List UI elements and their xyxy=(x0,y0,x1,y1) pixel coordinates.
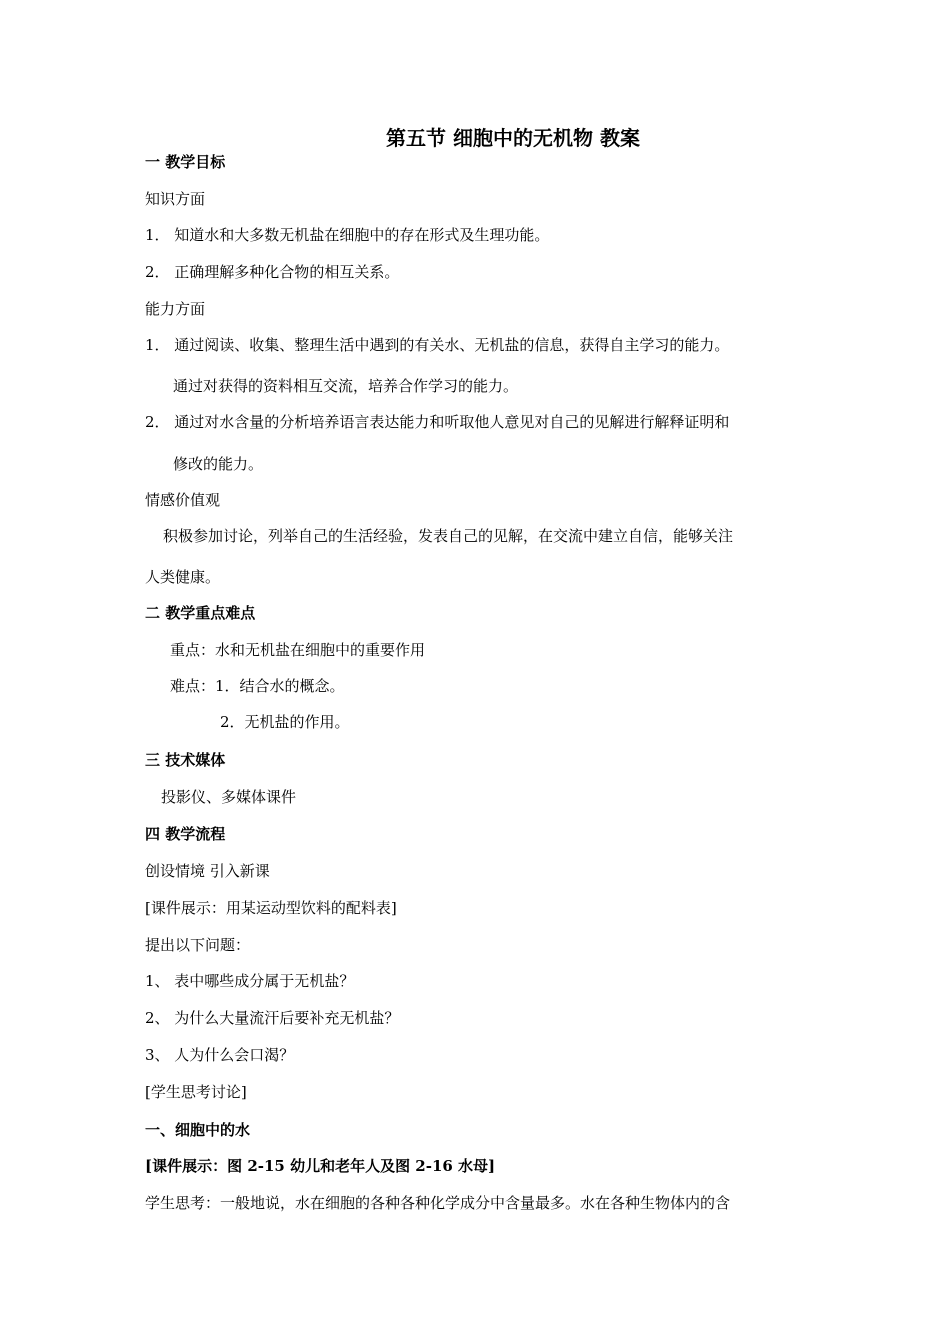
discussion-note: [学生思考讨论] xyxy=(145,1083,247,1101)
subheading-emotion: 情感价值观 xyxy=(145,491,221,509)
page-title: 第五节 细胞中的无机物 教案 xyxy=(386,126,640,150)
ability-item-2-line-1: 2． 通过对水含量的分析培养语言表达能力和听取他人意见对自己的见解进行解释证明和 xyxy=(145,413,730,431)
section-heading-media: 三 技术媒体 xyxy=(145,751,226,769)
section-heading-key-points: 二 教学重点难点 xyxy=(145,604,256,622)
media-text: 投影仪、多媒体课件 xyxy=(161,788,297,806)
section-heading-process: 四 教学流程 xyxy=(145,825,226,843)
difficulty-item-2: 2．无机盐的作用。 xyxy=(220,713,350,731)
subheading-ability: 能力方面 xyxy=(145,300,206,318)
intro-text: 创设情境 引入新课 xyxy=(145,862,270,880)
emotion-text-line-2: 人类健康。 xyxy=(145,568,221,586)
ability-item-2-line-2: 修改的能力。 xyxy=(173,455,264,473)
water-heading: 一、细胞中的水 xyxy=(145,1121,251,1139)
knowledge-item-2: 2． 正确理解多种化合物的相互关系。 xyxy=(145,263,400,281)
courseware-note-2: [课件展示：图 2-15 幼儿和老年人及图 2-16 水母] xyxy=(145,1157,496,1175)
key-point: 重点：水和无机盐在细胞中的重要作用 xyxy=(170,641,426,659)
ability-item-1-line-2: 通过对获得的资料相互交流，培养合作学习的能力。 xyxy=(173,377,519,395)
section-heading-objectives: 一 教学目标 xyxy=(145,153,226,171)
question-2: 2、 为什么大量流汗后要补充无机盐？ xyxy=(145,1009,400,1027)
knowledge-item-1: 1． 知道水和大多数无机盐在细胞中的存在形式及生理功能。 xyxy=(145,226,550,244)
subheading-knowledge: 知识方面 xyxy=(145,190,206,208)
difficulty-item-1: 难点：1．结合水的概念。 xyxy=(170,677,345,695)
questions-label: 提出以下问题： xyxy=(145,936,251,954)
question-1: 1、 表中哪些成分属于无机盐？ xyxy=(145,972,355,990)
courseware-note-1: [课件展示：用某运动型饮料的配料表] xyxy=(145,899,397,917)
ability-item-1-line-1: 1． 通过阅读、收集、整理生活中遇到的有关水、无机盐的信息，获得自主学习的能力。 xyxy=(145,336,730,354)
student-think-text: 学生思考：一般地说，水在细胞的各种各种化学成分中含量最多。水在各种生物体内的含 xyxy=(145,1194,731,1212)
emotion-text-line-1: 积极参加讨论，列举自己的生活经验，发表自己的见解，在交流中建立自信，能够关注 xyxy=(163,527,734,545)
question-3: 3、 人为什么会口渴？ xyxy=(145,1046,295,1064)
